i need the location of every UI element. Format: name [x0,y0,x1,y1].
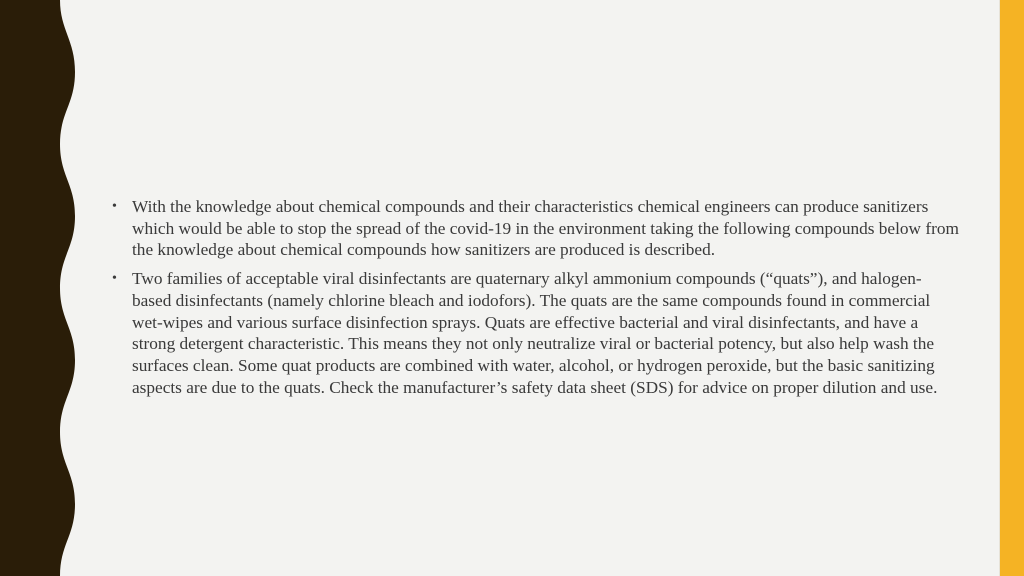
left-wave-decoration [0,0,80,576]
slide-body [112,196,960,405]
bullet-list [112,196,960,398]
right-accent-bar [1000,0,1024,576]
wave-shape [0,0,75,576]
bullet-dot-icon: • [112,199,117,214]
bullet-text: Two families of acceptable viral disinfectants are quaternary alkyl ammonium compounds (“quats”), and halogen-based disinfectants (namely chlorine bleach and iodofors). The quats are the same compounds found in commercial wet-wipes and various surface disinfection sprays. Quats are effective bacterial and viral disinfectants, and have a strong detergent characteristic. This means they not only neutralize viral or bacterial potency, but also help wash the surfaces clean. Some quat products are combined with water, alcohol, or hydrogen peroxide, but the basic sanitizing aspects are due to the quats. Check the manufacturer’s safety data sheet (SDS) for advice on proper dilution and use. [132,269,938,397]
bullet-item [112,196,960,261]
bullet-dot-icon: • [112,271,117,287]
bullet-item [112,268,960,398]
bullet-text: With the knowledge about chemical compounds and their characteristics chemical engineers can produce sanitizers which would be able to stop the spread of the covid-19 in the environment taking the following compounds below from the knowledge about chemical compounds how sanitizers are produced is described. [132,197,959,260]
